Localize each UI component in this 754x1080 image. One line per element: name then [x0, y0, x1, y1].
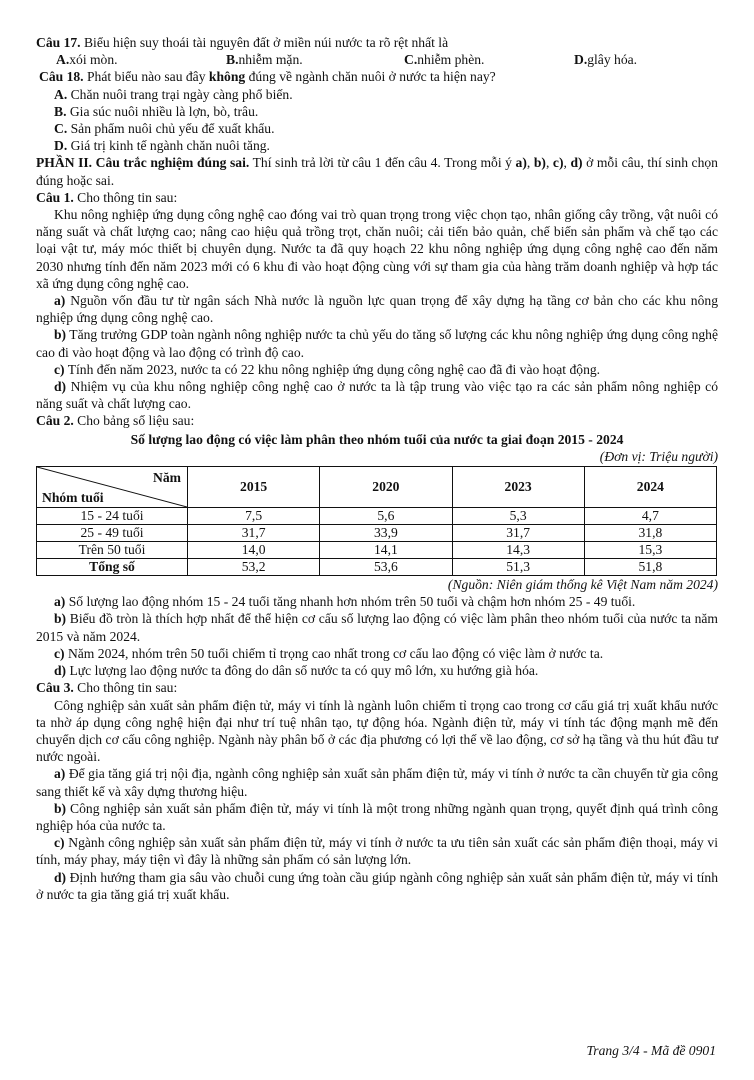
table-corner-cell: [37, 467, 188, 508]
statement-text: Để gia tăng giá trị nội địa, ngành công nghiệp sản xuất sản phẩm điện tử, máy vi tính ở nước ta cần chuyển từ gia công sang thiết kế và xây dựng thương hiệu.: [36, 766, 718, 799]
question-text: Cho bảng số liệu sau:: [73, 413, 195, 429]
statement-text: Lực lượng lao động nước ta đông do dân số nước ta có quy mô lớn, xu hướng già hóa.: [66, 663, 539, 679]
row-label: 15 - 24 tuổi: [37, 508, 188, 525]
option-letter: C.: [404, 52, 418, 68]
statement-letter: c): [54, 835, 65, 851]
item-letter: b): [533, 155, 546, 171]
table-cell: 51,3: [452, 559, 584, 576]
item-letter: d): [570, 155, 583, 171]
statement-c: [36, 834, 718, 868]
statement-letter: c): [54, 361, 65, 377]
table-source: (Nguồn: Niên giám thống kê Việt Nam năm 2024): [447, 577, 718, 593]
statement-letter: d): [54, 379, 67, 395]
question-text: đúng về ngành chăn nuôi ở nước ta hiện nay?: [245, 69, 496, 85]
instruction-text: ở mỗi câu, thí sinh chọn đúng hoặc sai.: [36, 155, 718, 188]
statement-text: Số lượng lao động nhóm 15 - 24 tuổi tăng nhanh hơn nhóm trên 50 tuổi và chậm hơn nhóm 25 - 49 tuổi.: [65, 594, 636, 610]
table-cell: 5,3: [452, 508, 584, 525]
statement-d: [36, 378, 718, 412]
question-text: Cho thông tin sau:: [73, 189, 178, 205]
question-label: Câu 2.: [36, 413, 74, 429]
table-cell: 31,8: [584, 525, 716, 542]
statement-text: Định hướng tham gia sâu vào chuỗi cung ứng toàn cầu giúp ngành công nghiệp sản xuất sản phẩm điện tử, máy vi tính ở nước ta gia tăng giá trị xuất khẩu.: [36, 869, 718, 902]
question-text: Biểu hiện suy thoái tài nguyên đất ở miền núi nước ta rõ rệt nhất là: [80, 35, 449, 50]
option-letter: B.: [54, 103, 67, 119]
table-title: Số lượng lao động có việc làm phân theo nhóm tuổi của nước ta giai đoạn 2015 - 2024: [130, 431, 624, 447]
item-letter: a): [515, 155, 527, 171]
table-row: [37, 508, 717, 525]
year-header: 2015: [188, 467, 320, 508]
option-a: [56, 51, 226, 68]
statement-letter: a): [54, 293, 66, 309]
statement-letter: c): [54, 645, 65, 661]
option-d: [36, 137, 718, 154]
statement-letter: d): [54, 869, 67, 885]
option-letter: D.: [54, 138, 68, 154]
option-letter: A.: [54, 86, 68, 102]
option-b: [36, 103, 718, 120]
question-label: Câu 18.: [39, 69, 84, 85]
statement-text: Nhiệm vụ của khu nông nghiệp công nghệ cao ở nước ta là tập trung vào việc tạo ra các sản phẩm nông nghiệp có năng suất và chất lượng cao.: [36, 379, 718, 412]
statement-c: [36, 361, 718, 378]
part-heading: PHẦN II. Câu trắc nghiệm đúng sai.: [36, 155, 250, 171]
question-18: [36, 68, 718, 85]
option-c: [404, 51, 574, 68]
row-label: Tổng số: [37, 559, 188, 576]
option-text: Sản phẩm nuôi chủ yếu để xuất khẩu.: [67, 121, 275, 137]
statement-d: [36, 869, 718, 903]
table-cell: 31,7: [452, 525, 584, 542]
option-text: Chăn nuôi trang trại ngày càng phổ biến.: [67, 86, 293, 102]
separator: ,: [526, 155, 534, 171]
year-header: 2023: [452, 467, 584, 508]
table-row: [37, 525, 717, 542]
statement-text: Biểu đồ tròn là thích hợp nhất để thể hiện cơ cấu số lượng lao động có việc làm phân theo nhóm tuổi của nước ta năm 2015 và năm 2024.: [36, 611, 718, 644]
statement-text: Công nghiệp sản xuất sản phẩm điện tử, máy vi tính là một trong những ngành quan trọng, quyết định quá trình công nghiệp hóa của nước ta.: [36, 800, 718, 833]
row-label: Trên 50 tuổi: [37, 542, 188, 559]
page-footer: Trang 3/4 - Mã đề 0901: [586, 1043, 716, 1058]
separator: ,: [563, 155, 571, 171]
statement-text: Tăng trưởng GDP toàn ngành nông nghiệp nước ta chủ yếu do tăng số lượng các khu nông nghiệp ứng dụng công nghệ cao đi vào hoạt động và lao động có trình độ cao.: [36, 327, 718, 360]
table-cell: 53,6: [320, 559, 452, 576]
table-cell: 31,7: [188, 525, 320, 542]
table-header-row: [37, 467, 717, 508]
question-17: [36, 34, 718, 51]
table-cell: 51,8: [584, 559, 716, 576]
table-total-row: [37, 559, 717, 576]
question-emphasis: không: [208, 69, 246, 85]
option-text: glây hóa.: [587, 52, 638, 68]
table-cell: 14,3: [452, 542, 584, 559]
corner-label-year: Năm: [153, 470, 181, 486]
question-text: Cho thông tin sau:: [73, 680, 178, 696]
table-unit: (Đơn vị: Triệu người): [599, 448, 718, 464]
table-cell: 14,0: [188, 542, 320, 559]
option-letter: C.: [54, 121, 68, 137]
statement-a: [36, 292, 718, 326]
statement-letter: b): [54, 800, 67, 816]
statement-letter: a): [54, 594, 66, 610]
option-letter: B.: [226, 52, 239, 68]
question-label: Câu 1.: [36, 189, 74, 205]
statement-text: Tính đến năm 2023, nước ta có 22 khu nông nghiệp ứng dụng công nghệ cao đã đi vào hoạt động.: [64, 361, 601, 377]
item-letter: c): [552, 155, 564, 171]
labor-table: [36, 466, 717, 576]
option-d: [574, 51, 637, 68]
statement-b: [36, 610, 718, 644]
table-cell: 7,5: [188, 508, 320, 525]
option-b: [226, 51, 404, 68]
option-text: xói mòn.: [69, 52, 118, 68]
statement-a: [36, 765, 718, 799]
corner-label-group: Nhóm tuổi: [42, 489, 104, 505]
statement-letter: b): [54, 327, 67, 343]
table-cell: 4,7: [584, 508, 716, 525]
question-17-options: [36, 51, 718, 68]
table-cell: 15,3: [584, 542, 716, 559]
question-label: Câu 3.: [36, 680, 74, 696]
table-row: [37, 542, 717, 559]
option-c: [36, 120, 718, 137]
table-cell: 53,2: [188, 559, 320, 576]
exam-page: [36, 34, 718, 903]
statement-b: [36, 800, 718, 834]
option-text: Gia súc nuôi nhiều là lợn, bò, trâu.: [66, 103, 259, 119]
option-text: nhiễm phèn.: [417, 52, 485, 68]
option-a: [36, 86, 718, 103]
statement-letter: d): [54, 663, 67, 679]
statement-letter: a): [54, 766, 66, 782]
statement-a: [36, 593, 718, 610]
question-1: [36, 189, 718, 206]
table-cell: 5,6: [320, 508, 452, 525]
option-text: Giá trị kinh tế ngành chăn nuôi tăng.: [67, 138, 270, 154]
question-1-passage: Khu nông nghiệp ứng dụng công nghệ cao đóng vai trò quan trọng trong việc chọn tạo, nhân giống cây trồng, vật nuôi có năng suất và chất lượng cao; nâng cao hiệu quả trồng trọt, chăn nuôi; cải tiến bảo quản, chế biến sản phẩm và chế tạo các loại vật tư, máy móc thiết bị chuyên dụng. Nước ta đã quy hoạch 22 khu nông nghiệp ứng dụng công nghệ cao đến năm 2030 nhưng tính đến năm 2023 mới có 6 khu đi vào hoạt động cùng với sự tham gia của hàng trăm doanh nghiệp và hợp tác xã ứng dụng công nghệ cao.: [36, 207, 718, 291]
statement-b: [36, 326, 718, 360]
instruction-text: Thí sinh trả lời từ câu 1 đến câu 4. Trong mỗi ý: [249, 155, 516, 171]
table-cell: 14,1: [320, 542, 452, 559]
option-letter: D.: [574, 52, 588, 68]
year-header: 2024: [584, 467, 716, 508]
part-2-instructions: [36, 154, 718, 188]
separator: ,: [545, 155, 553, 171]
option-letter: A.: [56, 52, 70, 68]
question-3: [36, 679, 718, 696]
statement-text: Ngành công nghiệp sản xuất sản phẩm điện tử, máy vi tính ở nước ta ưu tiên sản xuất các sản phẩm điện thoại, máy vi tính, máy phay, máy tiện vì đây là những sản phẩm có sản lượng lớn.: [36, 835, 718, 868]
statement-text: Năm 2024, nhóm trên 50 tuổi chiếm tỉ trọng cao nhất trong cơ cấu lao động có việc làm ở nước ta.: [64, 645, 604, 661]
table-cell: 33,9: [320, 525, 452, 542]
statement-text: Nguồn vốn đầu tư từ ngân sách Nhà nước là nguồn lực quan trọng để xây dựng hạ tầng cơ bản cho các khu nông nghiệp ứng dụng công nghệ cao.: [36, 293, 718, 326]
option-text: nhiễm mặn.: [238, 52, 303, 68]
statement-letter: b): [54, 611, 67, 627]
statement-d: [36, 662, 718, 679]
question-label: Câu 17.: [36, 35, 81, 50]
statement-c: [36, 645, 718, 662]
row-label: 25 - 49 tuổi: [37, 525, 188, 542]
question-3-passage: Công nghiệp sản xuất sản phẩm điện tử, máy vi tính là ngành luôn chiếm tỉ trọng cao trong cơ cấu giá trị xuất khẩu nước ta nhờ áp dụng công nghệ hiện đại như trí tuệ nhân tạo, tự động hóa. Ngành điện tử, máy vi tính tác động mạnh mẽ đến chuyển dịch cơ cấu công nghiệp. Ngành này phân bố ở các địa phương có lợi thế về lao động, cơ sở hạ tầng và thu hút đầu tư nước ngoài.: [36, 697, 718, 765]
year-header: 2020: [320, 467, 452, 508]
question-text: Phát biểu nào sau đây: [83, 69, 209, 85]
question-2: [36, 412, 718, 429]
